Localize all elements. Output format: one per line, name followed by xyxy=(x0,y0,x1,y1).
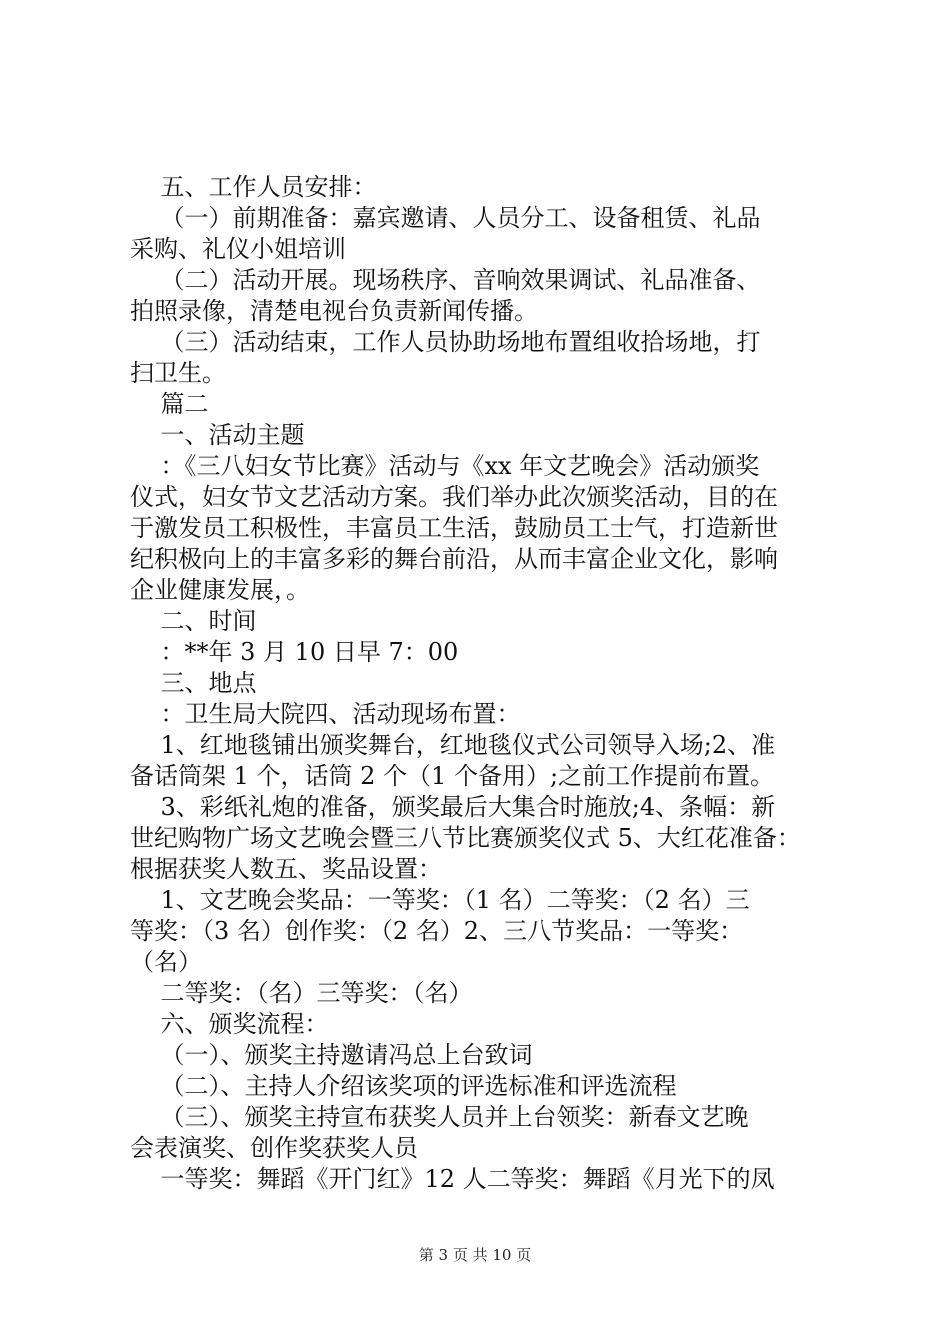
page-footer: 第 3 页 共 10 页 xyxy=(418,1246,532,1264)
text-line: 六、颁奖流程： xyxy=(130,1010,329,1038)
text-line: 世纪购物广场文艺晚会暨三八节比赛颁奖仪式 5、大红花准备： xyxy=(130,824,801,852)
text-line: 仪式，妇女节文艺活动方案。我们举办此次颁奖活动，目的在 xyxy=(130,483,778,511)
text-line: 采购、礼仪小姐培训 xyxy=(130,235,346,263)
text-line: 企业健康发展，。 xyxy=(130,576,310,604)
text-line: 拍照录像，清楚电视台负责新闻传播。 xyxy=(130,297,538,325)
text-line: （三）活动结束，工作人员协助场地布置组收拾场地，打 xyxy=(130,328,761,356)
text-line: 会表演奖、创作奖获奖人员 xyxy=(130,1134,418,1162)
text-line: 等奖：（3 名）创作奖：（2 名）2、三八节奖品：一等奖： xyxy=(130,917,744,945)
text-line: （三）、颁奖主持宣布获奖人员并上台领奖：新春文艺晚 xyxy=(130,1103,749,1131)
text-line: 二等奖：（名）三等奖：（名） xyxy=(130,979,473,1007)
text-line: 扫卫生。 xyxy=(130,359,226,387)
text-line: （一）前期准备：嘉宾邀请、人员分工、设备租赁、礼品 xyxy=(130,204,761,232)
text-line: 根据获奖人数五、奖品设置： xyxy=(130,855,442,883)
text-line: 二、时间 xyxy=(130,607,257,635)
text-line: 三、地点 xyxy=(130,669,257,697)
text-line: 篇二 xyxy=(130,390,209,418)
text-line: ：**年 3 月 10 日早 7：00 xyxy=(130,638,459,666)
text-line: 3、彩纸礼炮的准备，颁奖最后大集合时施放;4、条幅：新 xyxy=(130,793,776,821)
text-line: （名） xyxy=(130,948,202,976)
text-line: 1、文艺晚会奖品：一等奖：（1 名）二等奖：（2 名）三 xyxy=(130,886,750,914)
text-line: （二）、主持人介绍该奖项的评选标准和评选流程 xyxy=(130,1072,677,1100)
text-line: （一）、颁奖主持邀请冯总上台致词 xyxy=(130,1041,533,1069)
text-line: （二）活动开展。现场秩序、音响效果调试、礼品准备、 xyxy=(130,266,761,294)
text-line: 五、工作人员安排： xyxy=(130,173,377,201)
text-line: 一等奖：舞蹈《开门红》12 人二等奖：舞蹈《月光下的凤 xyxy=(130,1165,775,1193)
document-body xyxy=(130,172,830,1195)
text-line: 1、红地毯铺出颁奖舞台，红地毯仪式公司领导入场;2、准 xyxy=(130,731,776,759)
text-line: 纪积极向上的丰富多彩的舞台前沿，从而丰富企业文化，影响 xyxy=(130,545,778,573)
text-line: ：《三八妇女节比赛》活动与《xx 年文艺晚会》活动颁奖 xyxy=(130,452,760,480)
text-line: 于激发员工积极性，丰富员工生活，鼓励员工士气，打造新世 xyxy=(130,514,778,542)
text-line: 备话筒架 1 个，话筒 2 个（1 个备用）;之前工作提前布置。 xyxy=(130,762,775,790)
text-line: ：卫生局大院四、活动现场布置： xyxy=(130,700,521,728)
text-line: 一、活动主题 xyxy=(130,421,305,449)
